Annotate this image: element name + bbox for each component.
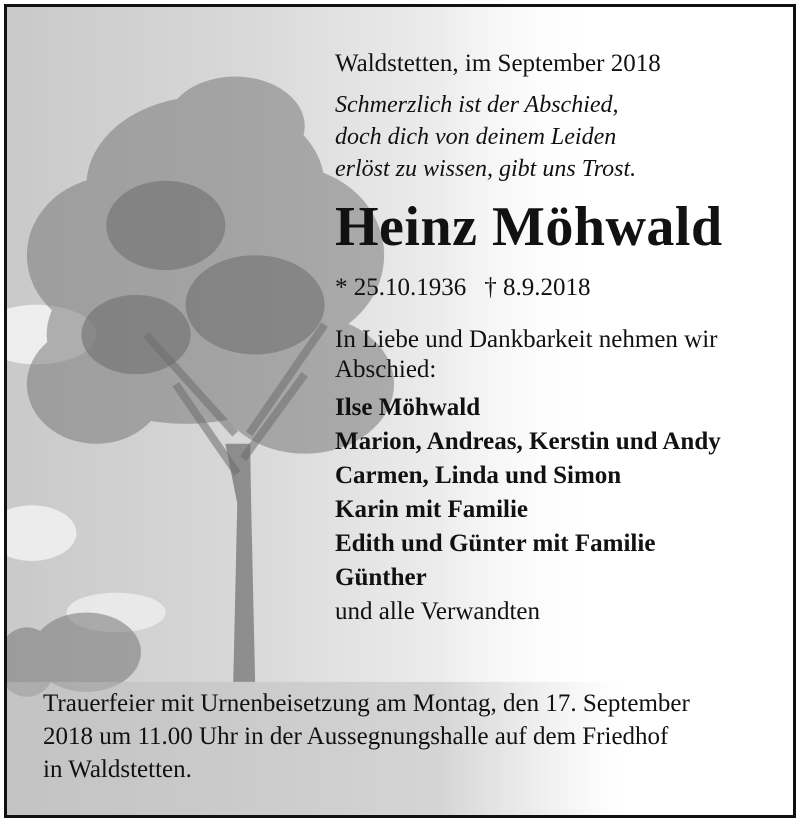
verse-line: doch dich von deinem Leiden: [335, 124, 617, 150]
mourners-list: [335, 391, 785, 595]
mourner: Ilse Möhwald: [335, 394, 481, 421]
mourner: Carmen, Linda und Simon: [335, 462, 622, 489]
birth-date: * 25.10.1936: [335, 274, 467, 301]
notice-text: [335, 49, 785, 629]
verse: [335, 89, 785, 185]
deceased-name: Heinz Möhwald: [335, 196, 723, 258]
mourner: Günther: [335, 564, 427, 591]
mourner: Karin mit Familie: [335, 496, 529, 523]
service-line: in Waldstetten.: [43, 756, 192, 783]
mourning-intro: In Liebe und Dankbarkeit nehmen wir Abschied:: [335, 326, 718, 383]
place-date: Waldstetten, im September 2018: [335, 50, 661, 77]
relatives-line: und alle Verwandten: [335, 598, 541, 625]
death-date: † 8.9.2018: [484, 274, 591, 301]
verse-line: erlöst zu wissen, gibt uns Trost.: [335, 156, 637, 182]
funeral-service-info: [43, 687, 783, 786]
life-dates: [335, 273, 785, 303]
service-line: Trauerfeier mit Urnenbeisetzung am Montag, den 17. September: [43, 690, 690, 717]
obituary-notice: [4, 4, 796, 818]
service-line: 2018 um 11.00 Uhr in der Aussegnungshalle auf dem Friedhof: [43, 723, 669, 750]
mourner: Edith und Günter mit Familie: [335, 530, 656, 557]
verse-line: Schmerzlich ist der Abschied,: [335, 92, 619, 118]
mourner: Marion, Andreas, Kerstin und Andy: [335, 428, 721, 455]
